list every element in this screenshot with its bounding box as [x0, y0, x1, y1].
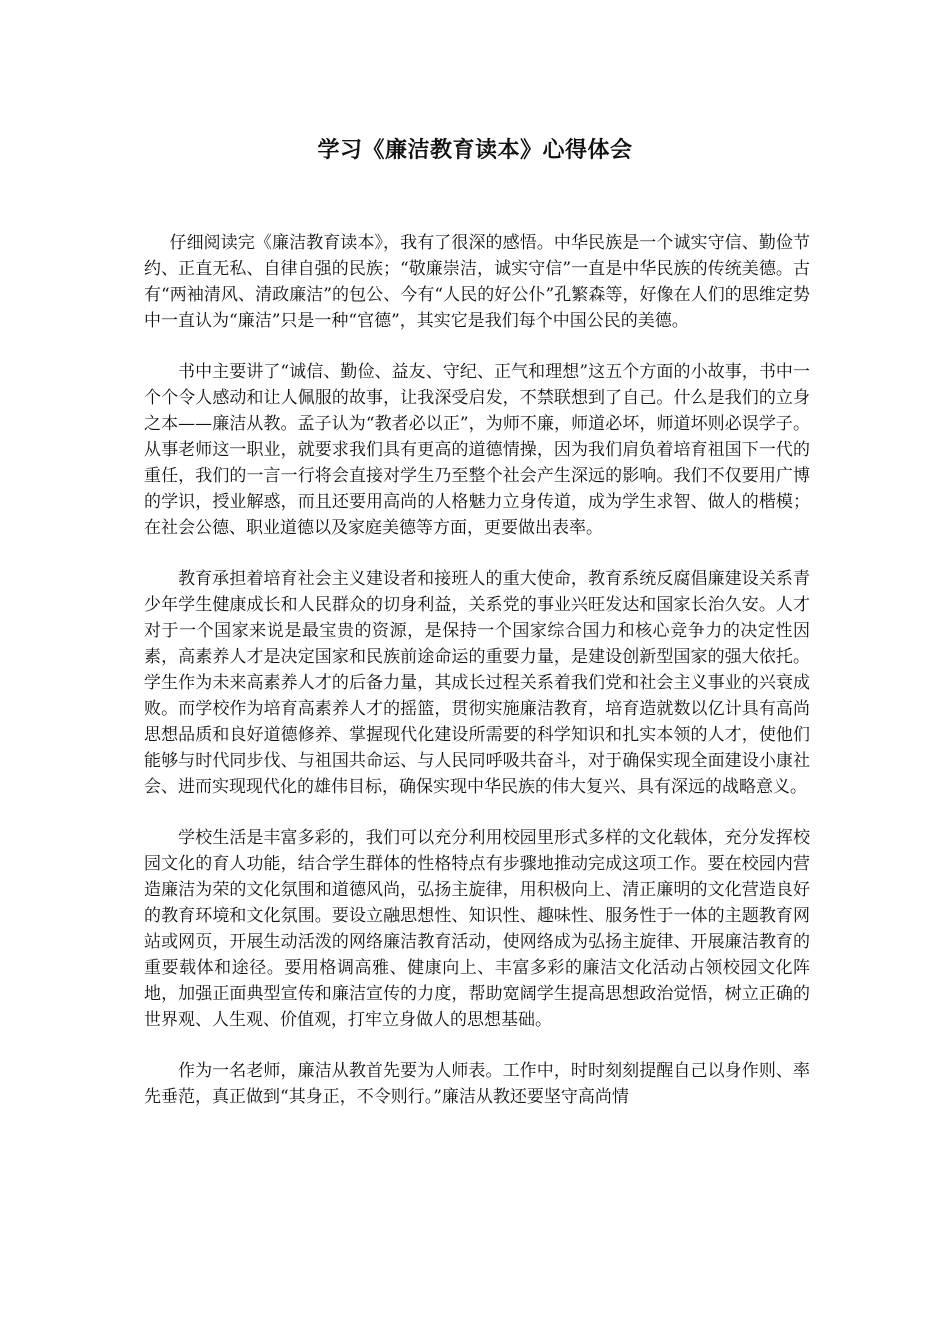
- document-body: [144, 230, 810, 1135]
- paragraph-2: 书中主要讲了“诚信、勤俭、益友、守纪、正气和理想”这五个方面的小故事，书中一个个令人感动和让人佩服的故事，让我深受启发，不禁联想到了自己。什么是我们的立身之本——廉洁从教。孟子认为“教者必以正”，为师不廉，师道必坏，师道坏则必误学子。从事老师这一职业，就要求我们具有更高的道德情操，因为我们肩负着培育祖国下一代的重任，我们的一言一行将会直接对学生乃至整个社会产生深远的影响。我们不仅要用广博的学识，授业解惑，而且还要用高尚的人格魅力立身传道，成为学生求智、做人的楷模；在社会公德、职业道德以及家庭美德等方面，更要做出表率。: [144, 362, 810, 538]
- paragraph-3: 教育承担着培育社会主义建设者和接班人的重大使命，教育系统反腐倡廉建设关系青少年学生健康成长和人民群众的切身利益，关系党的事业兴旺发达和国家长治久安。人才对于一个国家来说是最宝贵的资源，是保持一个国家综合国力和核心竞争力的决定性因素，高素养人才是决定国家和民族前途命运的重要力量，是建设创新型国家的强大依托。学生作为未来高素养人才的后备力量，其成长过程关系着我们党和社会主义事业的兴衰成败。而学校作为培育高素养人才的摇篮，贯彻实施廉洁教育，培育造就数以亿计具有高尚思想品质和良好道德修养、掌握现代化建设所需要的科学知识和扎实本领的人才，使他们能够与时代同步伐、与祖国共命运、与人民同呼吸共奋斗，对于确保实现全面建设小康社会、进而实现现代化的雄伟目标，确保实现中华民族的伟大复兴、具有深远的战略意义。: [144, 569, 810, 797]
- document-title: 学习《廉洁教育读本》心得体会: [317, 138, 633, 163]
- paragraph-5: 作为一名老师，廉洁从教首先要为人师表。工作中，时时刻刻提醒自己以身作则、率先垂范，真正做到“其身正，不令则行。”廉洁从教还要坚守高尚情: [144, 1061, 810, 1107]
- paragraph-4: 学校生活是丰富多彩的，我们可以充分利用校园里形式多样的文化载体，充分发挥校园文化的育人功能，结合学生群体的性格特点有步骤地推动完成这项工作。要在校园内营造廉洁为荣的文化氛围和道德风尚，弘扬主旋律，用积极向上、清正廉明的文化营造良好的教育环境和文化氛围。要设立融思想性、知识性、趣味性、服务性于一体的主题教育网站或网页，开展生动活泼的网络廉洁教育活动，使网络成为弘扬主旋律、开展廉洁教育的重要载体和途径。要用格调高雅、健康向上、丰富多彩的廉洁文化活动占领校园文化阵地，加强正面典型宣传和廉洁宣传的力度，帮助宽阔学生提高思想政治觉悟，树立正确的世界观、人生观、价值观，打牢立身做人的思想基础。: [144, 828, 810, 1030]
- paragraph-1: 仔细阅读完《廉洁教育读本》，我有了很深的感悟。中华民族是一个诚实守信、勤俭节约、正直无私、自律自强的民族；“敬廉崇洁，诚实守信”一直是中华民族的传统美德。古有“两袖清风、清政廉洁”的包公、今有“人民的好公仆”孔繁森等，好像在人们的思维定势中一直认为“廉洁”只是一种“官德”，其实它是我们每个中国公民的美德。: [144, 233, 810, 331]
